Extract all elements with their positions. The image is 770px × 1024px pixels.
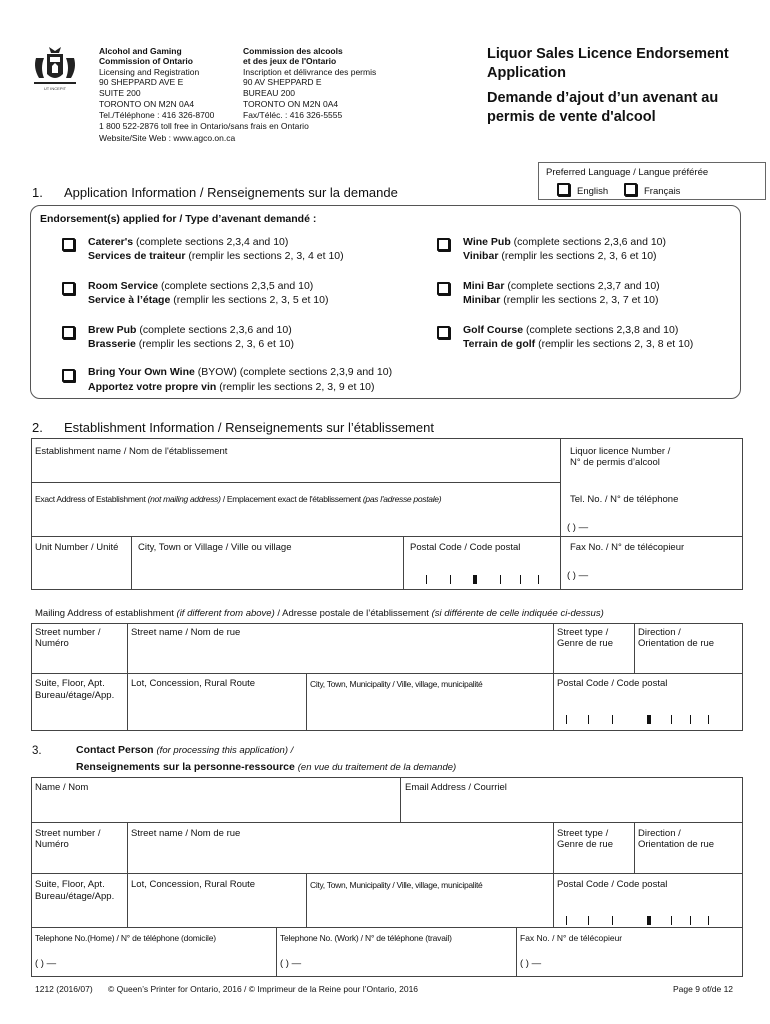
language-label: Preferred Language / Langue préférée — [546, 167, 709, 178]
svg-text:UT INCEPIT: UT INCEPIT — [43, 86, 67, 91]
work-phone-input[interactable]: ( ) — — [280, 958, 302, 969]
suite-en: SUITE 200 — [99, 88, 141, 98]
agency-name-fr: Commission des alcools — [243, 46, 343, 56]
contact-street-type-input[interactable] — [557, 852, 632, 871]
room-service-label: Room Service (complete sections 2,3,5 and 10) — [88, 280, 314, 292]
contact-lot-input[interactable] — [131, 893, 304, 925]
exact-address-label: Exact Address of Establishment (not mailing address) / Emplacement exact de l'établissement (pas l'adresse postale) — [35, 494, 442, 504]
contact-direction-input[interactable] — [638, 852, 740, 871]
unit-number-input[interactable] — [35, 556, 129, 586]
endorsement-subtitle: Endorsement(s) applied for / Type d’avenant demandé : — [40, 213, 317, 225]
contact-postal-label: Postal Code / Code postal — [557, 879, 668, 890]
mini-bar-label-fr: Minibar (remplir les sections 2, 3, 7 et 10) — [463, 294, 659, 306]
wine-pub-label-fr: Vinibar (remplir les sections 2, 3, 6 et 10) — [463, 250, 657, 262]
suite-input[interactable] — [35, 703, 125, 729]
lot-label: Lot, Concession, Rural Route — [131, 678, 256, 689]
caterers-label: Caterer's (complete sections 2,3,4 and 10) — [88, 236, 289, 248]
byow-label-fr: Apportez votre propre vin (remplir les sections 2, 3, 9 et 10) — [88, 381, 375, 393]
fax-label: Fax No. / N° de télécopieur — [570, 542, 685, 553]
section2-number: 2. — [32, 420, 43, 435]
street-number-label-fr: Numéro — [35, 638, 69, 649]
ontario-coat-of-arms-icon — [30, 44, 80, 92]
agency-name-fr-2: et des jeux de l'Ontario — [243, 56, 337, 66]
title-fr-2: permis de vente d'alcool — [487, 109, 656, 125]
street-name-label: Street name / Nom de rue — [131, 627, 241, 638]
contact-street-name-label: Street name / Nom de rue — [131, 828, 241, 839]
golf-course-checkbox[interactable] — [437, 326, 450, 339]
agency-name-en-2: Commission of Ontario — [99, 56, 193, 66]
contact-street-number-label-fr: Numéro — [35, 839, 69, 850]
direction-label-fr: Orientation de rue — [638, 638, 715, 649]
room-service-checkbox[interactable] — [62, 282, 75, 295]
contact-fax-input[interactable]: ( ) — — [520, 958, 542, 969]
mini-bar-checkbox[interactable] — [437, 282, 450, 295]
direction-label: Direction / — [638, 627, 681, 638]
contact-street-type-label-fr: Genre de rue — [557, 839, 613, 850]
suite-label-fr: Bureau/étage/App. — [35, 690, 115, 701]
fax-fr: Fax/Téléc. : 416 326-5555 — [243, 110, 343, 120]
street-type-label-fr: Genre de rue — [557, 638, 613, 649]
contact-name-label: Name / Nom — [35, 782, 89, 793]
exact-address-input[interactable] — [35, 508, 558, 534]
licence-number-label-fr: N° de permis d’alcool — [570, 457, 660, 468]
website-line: Website/Site Web : www.agco.on.ca — [99, 133, 236, 143]
contact-street-type-label: Street type / — [557, 828, 609, 839]
agency-name-en: Alcohol and Gaming — [99, 46, 182, 56]
contact-suite-label-fr: Bureau/étage/App. — [35, 891, 115, 902]
mini-bar-label: Mini Bar (complete sections 2,3,7 and 10) — [463, 280, 660, 292]
street-number-label: Street number / — [35, 627, 101, 638]
unit-number-label: Unit Number / Unité — [35, 542, 119, 553]
contact-street-name-input[interactable] — [131, 843, 551, 871]
telephone-label: Tel. No. / N° de téléphone — [570, 494, 679, 505]
copyright: © Queen’s Printer for Ontario, 2016 / © Imprimeur de la Reine pour l’Ontario, 2016 — [108, 984, 419, 994]
byow-label: Bring Your Own Wine (BYOW) (complete sections 2,3,9 and 10) — [88, 366, 393, 378]
establishment-name-input[interactable] — [35, 458, 558, 480]
form-number: 1212 (2016/07) — [35, 984, 93, 994]
caterers-checkbox[interactable] — [62, 238, 75, 251]
tollfree-line: 1 800 522-2876 toll free in Ontario/sans frais en Ontario — [99, 121, 309, 131]
city-municipality-label: City, Town, Municipality / Ville, village, municipalité — [310, 679, 483, 689]
title-en: Liquor Sales Licence Endorsement — [487, 46, 729, 62]
mailing-postal-label: Postal Code / Code postal — [557, 678, 668, 689]
home-phone-input[interactable]: ( ) — — [35, 958, 57, 969]
golf-course-label-fr: Terrain de golf (remplir les sections 2, 3, 8 et 10) — [463, 338, 694, 350]
section3-title: Contact Person (for processing this application) / — [76, 744, 294, 756]
postal-code-label: Postal Code / Code postal — [410, 542, 521, 553]
street-number-input[interactable] — [35, 650, 125, 670]
lot-input[interactable] — [131, 692, 304, 728]
wine-pub-label: Wine Pub (complete sections 2,3,6 and 10) — [463, 236, 667, 248]
contact-suite-input[interactable] — [35, 904, 125, 925]
branch-fr: Inscription et délivrance des permis — [243, 67, 377, 77]
work-phone-label: Telephone No. (Work) / N° de téléphone (travail) — [280, 933, 452, 943]
street-en: 90 SHEPPARD AVE E — [99, 77, 184, 87]
section2-title: Establishment Information / Renseignements sur l’établissement — [64, 420, 434, 435]
byow-checkbox[interactable] — [62, 369, 75, 382]
brew-pub-label-fr: Brasserie (remplir les sections 2, 3, 6 et 10) — [88, 338, 295, 350]
french-checkbox[interactable] — [624, 183, 637, 196]
contact-direction-label-fr: Orientation de rue — [638, 839, 715, 850]
suite-fr: BUREAU 200 — [243, 88, 295, 98]
telephone-en: Tel./Téléphone : 416 326-8700 — [99, 110, 215, 120]
page-number: Page 9 of/de 12 — [673, 984, 734, 994]
brew-pub-label: Brew Pub (complete sections 2,3,6 and 10) — [88, 324, 292, 336]
contact-name-input[interactable] — [35, 796, 398, 820]
english-label: English — [577, 186, 609, 197]
fax-input[interactable]: ( ) — — [567, 570, 589, 581]
telephone-input[interactable]: ( ) — — [567, 522, 589, 533]
mailing-address-label: Mailing Address of establishment (if different from above) / Adresse postale de l’établissement (si différente de celle indiquée ci-dessus) — [35, 608, 604, 619]
english-checkbox[interactable] — [557, 183, 570, 196]
street-type-label: Street type / — [557, 627, 609, 638]
caterers-label-fr: Services de traiteur (remplir les sections 2, 3, 4 et 10) — [88, 250, 344, 262]
direction-input[interactable] — [638, 650, 740, 670]
room-service-label-fr: Service à l’étage (remplir les sections 2, 3, 5 et 10) — [88, 294, 329, 306]
licence-number-label: Liquor licence Number / — [570, 446, 671, 457]
licence-number-input[interactable] — [564, 470, 740, 486]
contact-suite-label: Suite, Floor, Apt. — [35, 879, 105, 890]
postal-code-input[interactable] — [405, 556, 558, 588]
street-fr: 90 AV SHEPPARD E — [243, 77, 322, 87]
city-fr: TORONTO ON M2N 0A4 — [243, 99, 339, 109]
title-fr: Demande d’ajout d’un avenant au — [487, 90, 719, 106]
city-input[interactable] — [135, 556, 401, 586]
contact-fax-label: Fax No. / N° de télécopieur — [520, 933, 623, 943]
contact-street-number-label: Street number / — [35, 828, 101, 839]
wine-pub-checkbox[interactable] — [437, 238, 450, 251]
golf-course-label: Golf Course (complete sections 2,3,8 and 10) — [463, 324, 679, 336]
contact-city-municipality-label: City, Town, Municipality / Ville, village, municipalité — [310, 880, 483, 890]
brew-pub-checkbox[interactable] — [62, 326, 75, 339]
home-phone-label: Telephone No.(Home) / N° de téléphone (domicile) — [35, 933, 216, 943]
contact-city-municipality-input[interactable] — [310, 893, 551, 925]
city-label: City, Town or Village / Ville ou village — [138, 542, 292, 553]
title-en-2: Application — [487, 65, 566, 81]
suite-label: Suite, Floor, Apt. — [35, 678, 105, 689]
section1-title: Application Information / Renseignements sur la demande — [64, 185, 398, 200]
contact-email-input[interactable] — [405, 796, 740, 820]
contact-street-number-input[interactable] — [35, 852, 125, 871]
section3-title-fr: Renseignements sur la personne-ressource (en vue du traitement de la demande) — [76, 761, 457, 773]
branch-en: Licensing and Registration — [99, 67, 200, 77]
contact-lot-label: Lot, Concession, Rural Route — [131, 879, 256, 890]
city-municipality-input[interactable] — [310, 692, 551, 728]
street-name-input[interactable] — [131, 642, 551, 670]
street-type-input[interactable] — [557, 650, 632, 670]
section1-number: 1. — [32, 185, 43, 200]
city-en: TORONTO ON M2N 0A4 — [99, 99, 195, 109]
contact-email-label: Email Address / Courriel — [405, 782, 507, 793]
section3-number: 3. — [32, 745, 42, 757]
contact-direction-label: Direction / — [638, 828, 681, 839]
establishment-name-label: Establishment name / Nom de l'établissement — [35, 446, 228, 457]
french-label: Français — [644, 186, 681, 197]
